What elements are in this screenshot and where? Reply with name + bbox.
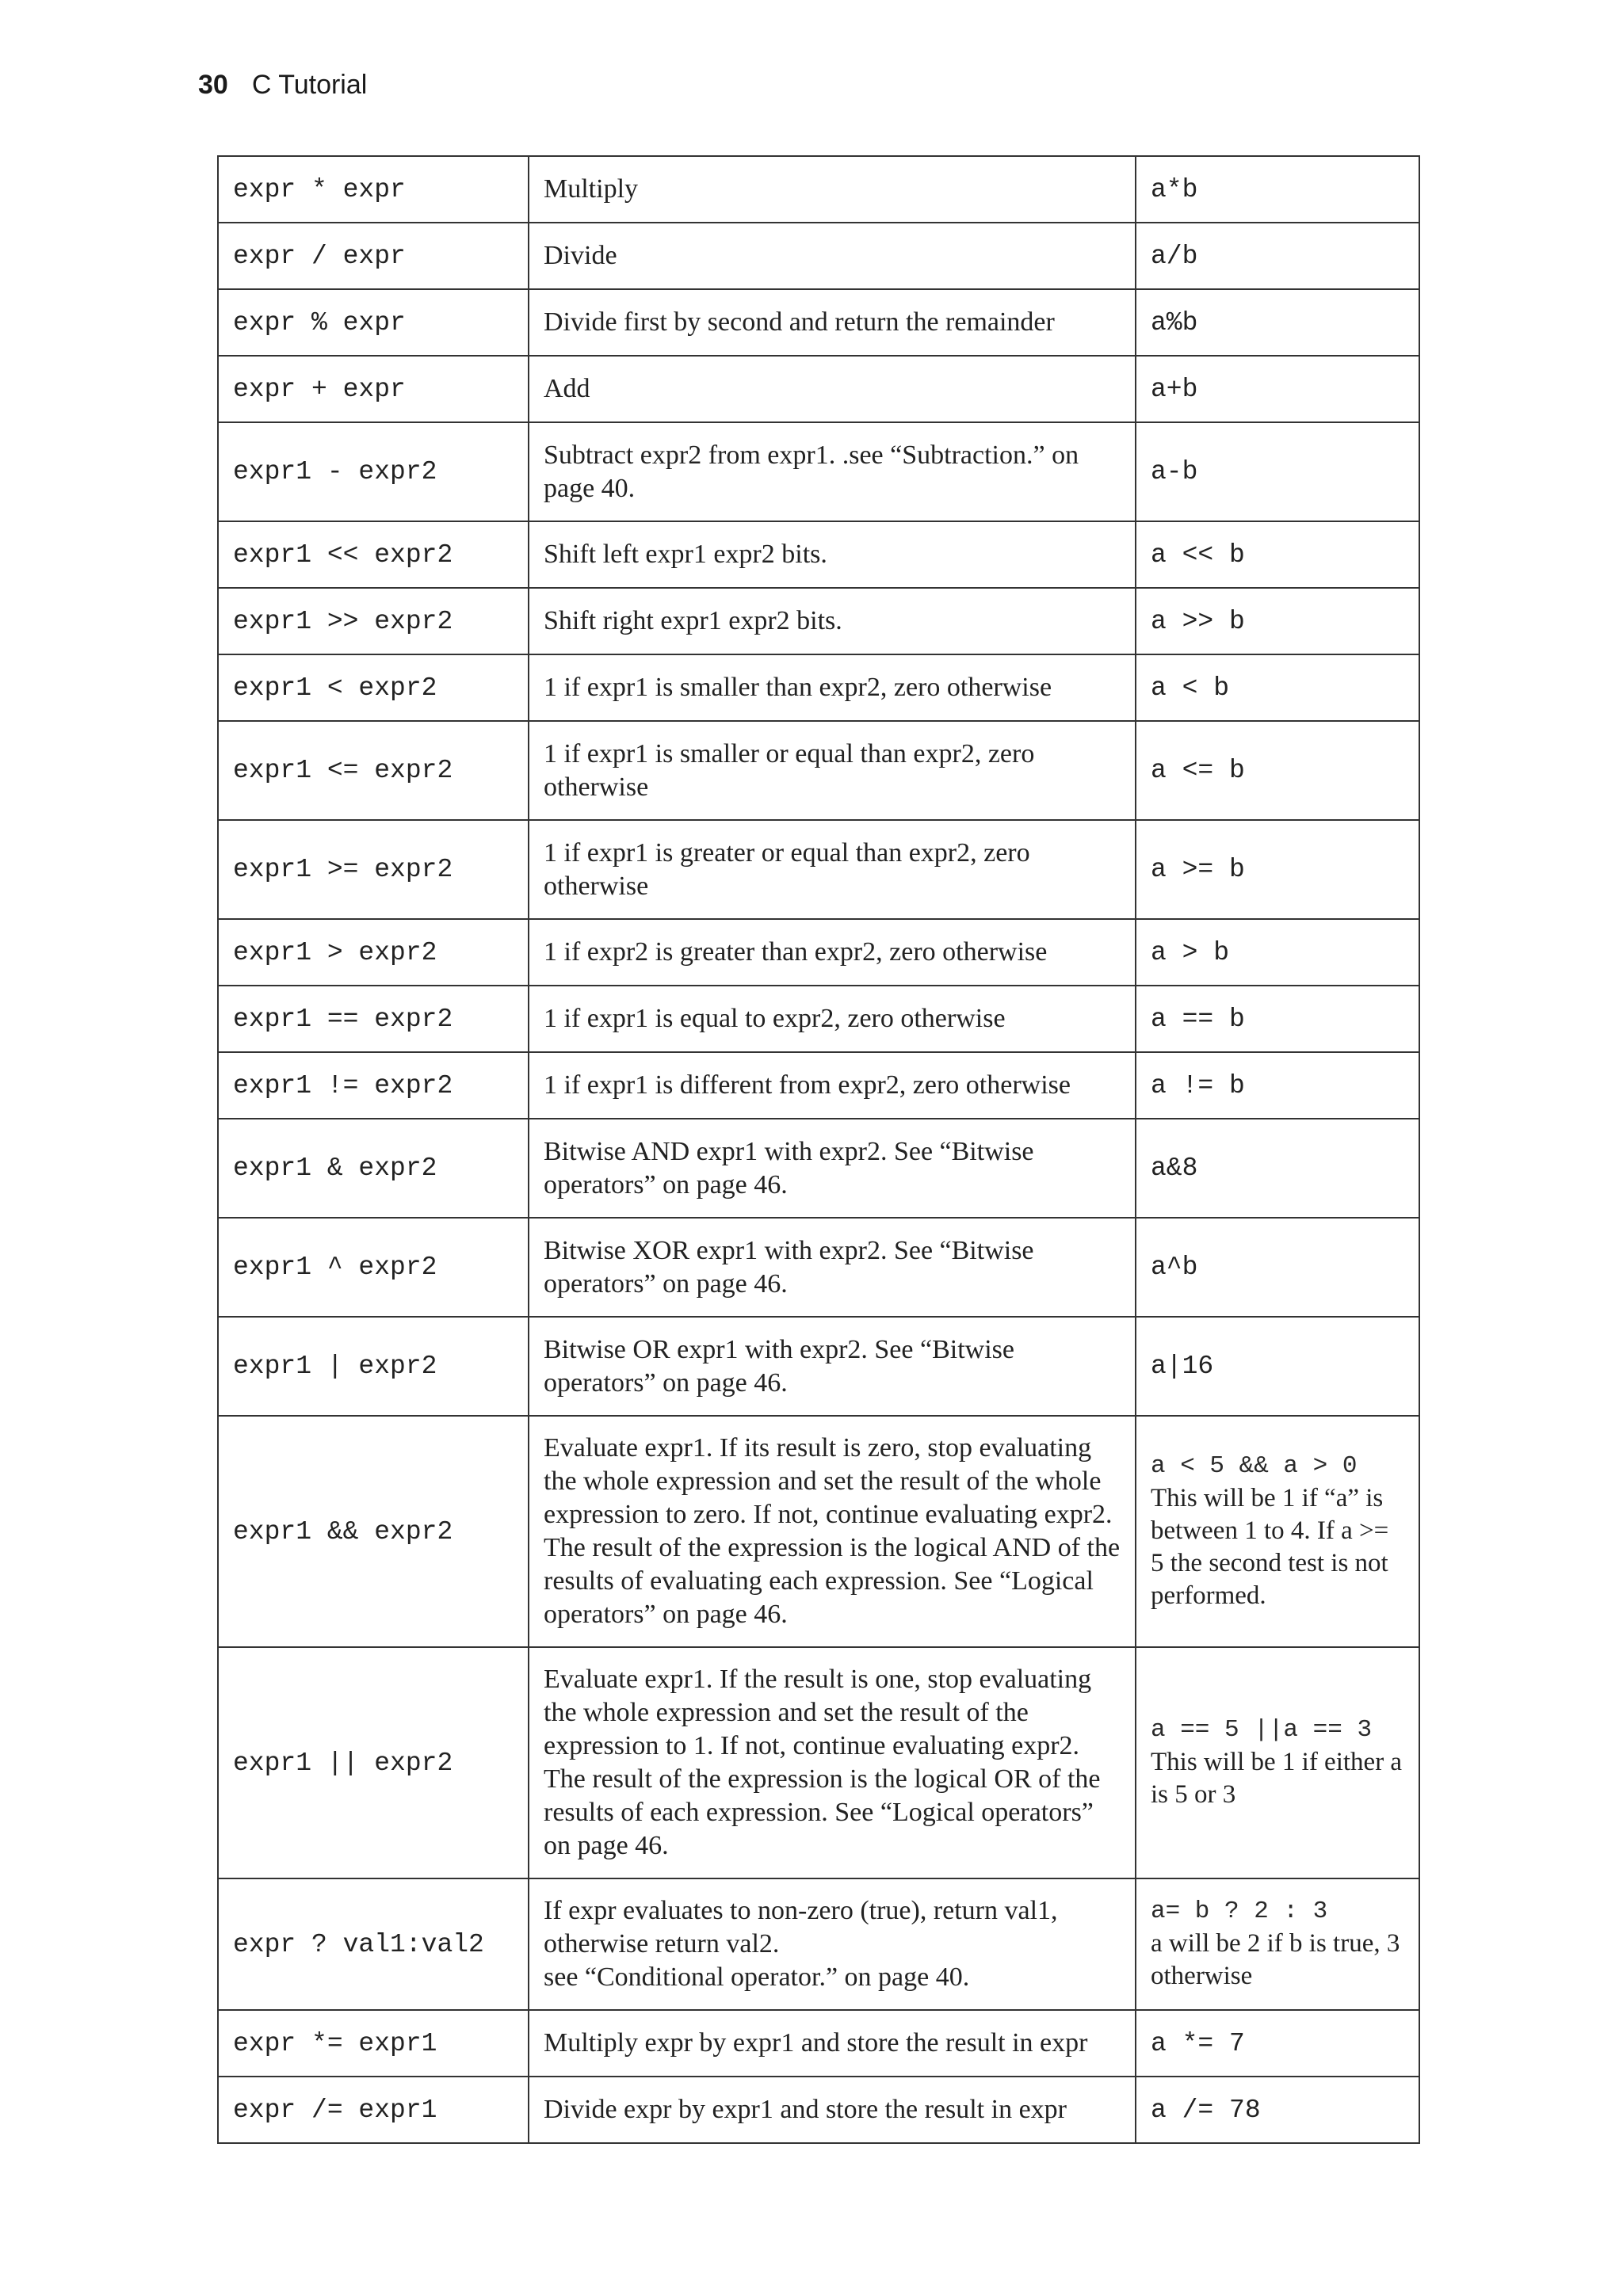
table-row <box>218 521 1419 588</box>
expression-cell: expr1 <= expr2 <box>218 721 529 820</box>
example-cell: a <= b <box>1136 721 1419 820</box>
table-row <box>218 2010 1419 2077</box>
example-cell: a|16 <box>1136 1317 1419 1416</box>
example-cell: a > b <box>1136 919 1419 986</box>
table-row <box>218 422 1419 521</box>
description-cell: 1 if expr2 is greater than expr2, zero otherwise <box>529 919 1136 986</box>
description-cell: Evaluate expr1. If the result is one, stop evaluating the whole expression and set the result of the expression to 1. If not, continue evaluating expr2. The result of the expression is the logical OR of the results of each expression. See “Logical operators” on page 46. <box>529 1647 1136 1878</box>
description-cell: 1 if expr1 is different from expr2, zero otherwise <box>529 1052 1136 1119</box>
description-cell: Add <box>529 356 1136 422</box>
expression-cell: expr1 >> expr2 <box>218 588 529 654</box>
description-cell: Bitwise OR expr1 with expr2. See “Bitwise operators” on page 46. <box>529 1317 1136 1416</box>
running-title: C Tutorial <box>251 70 368 100</box>
description-cell: Multiply expr by expr1 and store the result in expr <box>529 2010 1136 2077</box>
table-row <box>218 1119 1419 1218</box>
table-row <box>218 919 1419 986</box>
example-code: a= b ? 2 : 3 <box>1151 1897 1328 1925</box>
expression-cell: expr + expr <box>218 356 529 422</box>
description-cell: Divide <box>529 223 1136 289</box>
example-cell: a-b <box>1136 422 1419 521</box>
expression-cell: expr1 | expr2 <box>218 1317 529 1416</box>
table-row <box>218 1052 1419 1119</box>
table-row <box>218 356 1419 422</box>
example-cell <box>1136 1878 1419 2010</box>
description-cell: Shift right expr1 expr2 bits. <box>529 588 1136 654</box>
example-cell: a *= 7 <box>1136 2010 1419 2077</box>
table-row <box>218 654 1419 721</box>
example-cell: a != b <box>1136 1052 1419 1119</box>
description-cell: If expr evaluates to non-zero (true), return val1, otherwise return val2. see “Conditional operator.” on page 40. <box>529 1878 1136 2010</box>
expression-cell: expr1 != expr2 <box>218 1052 529 1119</box>
description-cell: Shift left expr1 expr2 bits. <box>529 521 1136 588</box>
expression-cell: expr1 && expr2 <box>218 1416 529 1647</box>
example-cell: a*b <box>1136 156 1419 223</box>
description-cell: 1 if expr1 is greater or equal than expr2, zero otherwise <box>529 820 1136 919</box>
example-cell: a%b <box>1136 289 1419 356</box>
example-note: a will be 2 if b is true, 3 otherwise <box>1151 1929 1400 1990</box>
example-cell: a == b <box>1136 986 1419 1052</box>
description-cell: Bitwise AND expr1 with expr2. See “Bitwise operators” on page 46. <box>529 1119 1136 1218</box>
table-row <box>218 820 1419 919</box>
example-cell: a /= 78 <box>1136 2077 1419 2143</box>
description-cell: Multiply <box>529 156 1136 223</box>
page-number: 30 <box>198 70 228 100</box>
expression-cell: expr1 || expr2 <box>218 1647 529 1878</box>
table-row <box>218 721 1419 820</box>
expression-cell: expr ? val1:val2 <box>218 1878 529 2010</box>
description-cell: 1 if expr1 is equal to expr2, zero otherwise <box>529 986 1136 1052</box>
table-row <box>218 588 1419 654</box>
table-row <box>218 289 1419 356</box>
example-code: a < 5 && a > 0 <box>1151 1452 1358 1480</box>
expression-cell: expr1 > expr2 <box>218 919 529 986</box>
table-row <box>218 1878 1419 2010</box>
expression-cell: expr1 < expr2 <box>218 654 529 721</box>
table-row <box>218 156 1419 223</box>
expression-cell: expr1 - expr2 <box>218 422 529 521</box>
expression-cell: expr1 == expr2 <box>218 986 529 1052</box>
example-code: a == 5 ||a == 3 <box>1151 1716 1373 1744</box>
example-cell: a^b <box>1136 1218 1419 1317</box>
example-note: This will be 1 if either a is 5 or 3 <box>1151 1748 1403 1809</box>
table-row <box>218 223 1419 289</box>
description-cell: Divide expr by expr1 and store the result in expr <box>529 2077 1136 2143</box>
page-header <box>198 70 367 101</box>
description-cell: Evaluate expr1. If its result is zero, stop evaluating the whole expression and set the result of the whole expression to zero. If not, continue evaluating expr2. The result of the expression is the logical AND of the results of evaluating each expression. See “Logical operators” on page 46. <box>529 1416 1136 1647</box>
operators-table <box>217 155 1420 2144</box>
example-cell: a << b <box>1136 521 1419 588</box>
table-row <box>218 1317 1419 1416</box>
description-cell: Subtract expr2 from expr1. .see “Subtraction.” on page 40. <box>529 422 1136 521</box>
table-row <box>218 1218 1419 1317</box>
table-row <box>218 1647 1419 1878</box>
description-cell: 1 if expr1 is smaller than expr2, zero otherwise <box>529 654 1136 721</box>
expression-cell: expr /= expr1 <box>218 2077 529 2143</box>
example-cell: a+b <box>1136 356 1419 422</box>
expression-cell: expr * expr <box>218 156 529 223</box>
description-cell: Bitwise XOR expr1 with expr2. See “Bitwise operators” on page 46. <box>529 1218 1136 1317</box>
example-cell: a >> b <box>1136 588 1419 654</box>
expression-cell: expr1 << expr2 <box>218 521 529 588</box>
expression-cell: expr1 >= expr2 <box>218 820 529 919</box>
example-note: This will be 1 if “a” is between 1 to 4. If a >= 5 the second test is not performed. <box>1151 1484 1389 1610</box>
expression-cell: expr *= expr1 <box>218 2010 529 2077</box>
expression-cell: expr1 ^ expr2 <box>218 1218 529 1317</box>
expression-cell: expr1 & expr2 <box>218 1119 529 1218</box>
example-cell: a/b <box>1136 223 1419 289</box>
example-cell: a < b <box>1136 654 1419 721</box>
example-cell: a >= b <box>1136 820 1419 919</box>
table-row <box>218 1416 1419 1647</box>
description-cell: 1 if expr1 is smaller or equal than expr2, zero otherwise <box>529 721 1136 820</box>
example-cell: a&8 <box>1136 1119 1419 1218</box>
description-cell: Divide first by second and return the remainder <box>529 289 1136 356</box>
example-cell <box>1136 1647 1419 1878</box>
expression-cell: expr % expr <box>218 289 529 356</box>
example-cell <box>1136 1416 1419 1647</box>
table-row <box>218 2077 1419 2143</box>
table-row <box>218 986 1419 1052</box>
expression-cell: expr / expr <box>218 223 529 289</box>
